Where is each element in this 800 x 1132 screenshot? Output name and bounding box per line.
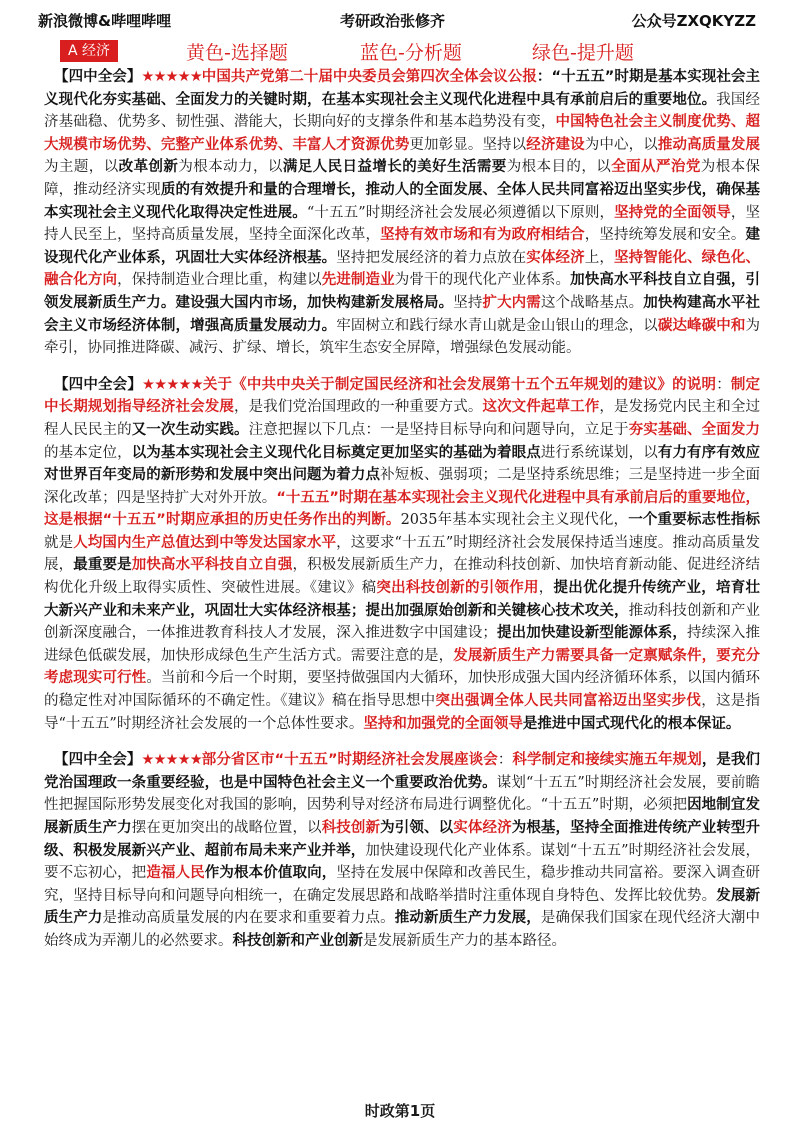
page-footer: 时政第1页 bbox=[364, 1102, 436, 1120]
highlight-text: 造福人民 bbox=[146, 865, 205, 882]
body-text: ， bbox=[538, 580, 554, 597]
bold-text: 满足人民日益增长的美好生活需要 bbox=[282, 159, 507, 176]
body-text: 为骨干的现代化产业体系。 bbox=[394, 272, 571, 289]
body-text: 2035年基本实现社会主义现代化， bbox=[400, 512, 629, 529]
section-tag: 【四中全会】 bbox=[54, 752, 142, 769]
highlight-text: 科技创新 bbox=[321, 820, 381, 836]
bold-text: ，是我们党治国理政一条重要经验，也是中国特色社会主义一个重要政治优势。 bbox=[44, 752, 761, 791]
highlight-text: 碳达峰碳中和 bbox=[657, 317, 746, 334]
bold-text: 提出加快建设新型能源体系， bbox=[496, 625, 688, 642]
body-text: 加快建设现代化产业体系。谋划“十五五”时期经济社会发展，要不忘初心，把 bbox=[44, 842, 761, 882]
highlight-text: 突出科技创新的引领作用 bbox=[376, 580, 539, 597]
body-text: ： bbox=[497, 752, 513, 769]
legend-bar bbox=[0, 38, 800, 66]
highlight-text: 推动高质量发展 bbox=[657, 136, 761, 153]
body-text: 补短板、强弱项；二是坚持系统思维；三是坚持进一步全面深化改革；四是坚持扩大对外开放。 bbox=[44, 467, 761, 506]
body-text: ，是我们党治国理政的一种重要方式。 bbox=[234, 399, 483, 416]
body-text: 我国经济基础稳、优势多、韧性强、潜能大，长期向好的支撑条件和基本趋势没有变， bbox=[44, 91, 761, 131]
legend-yellow: 黄色-选择题 bbox=[186, 42, 288, 64]
body-text: 牢固树立和践行绿水青山就是金山银山的理念，以 bbox=[336, 317, 658, 334]
highlight-text: 发展新质生产力需要具备一定禀赋条件，要充分考虑现实可行性 bbox=[44, 647, 761, 687]
body-text: 坚持 bbox=[453, 294, 483, 311]
section-badge: A 经济 bbox=[60, 40, 118, 62]
section-paragraph bbox=[44, 66, 760, 360]
highlight-text: 突出强调全体人民共同富裕迈出坚实步伐 bbox=[435, 693, 702, 710]
body-text: ，积极发展新质生产力，在推动科技创新、加快培育新动能、促进经济结构优化升级上取得实质性、突破性进展。《建议》稿 bbox=[44, 557, 761, 597]
section-paragraph bbox=[44, 374, 760, 736]
bold-text: 推动新质生产力发展， bbox=[394, 910, 541, 927]
header-account: 公众号ZXQKYZZ bbox=[631, 12, 756, 30]
body-text: 坚持在发展中保障和改善民生，稳步推动共同富裕。要深入调查研究，坚持目标导向和问题导向相统一，在确定发展思路和战略举措时注重体现自身特色、发挥比较优势。 bbox=[44, 865, 761, 904]
bold-text: 加快构建高水平社会主义市场经济体制，增强高质量发展动力。 bbox=[44, 294, 761, 334]
body-text: ，这是指导“十五五”时期经济社会发展的一个总体性要求。 bbox=[44, 693, 760, 732]
highlight-text: 坚持党的全面领导 bbox=[614, 204, 731, 221]
bold-text: 为引领、以 bbox=[380, 820, 454, 836]
highlight-text: 坚持有效市场和有为政府相结合 bbox=[380, 227, 585, 244]
header-author: 考研政治张修齐 bbox=[340, 12, 446, 30]
body-text: ，坚持统筹发展和安全。 bbox=[584, 227, 746, 244]
highlight-text: 中国共产党第二十届中央委员会第四次全体会议公报 bbox=[201, 69, 537, 85]
bold-text: 为根基， bbox=[511, 820, 571, 836]
highlight-text: “十五五”时期在基本实现社会主义现代化进程中具有承前启后的重要地位，这是根据“十五五”时期应承担的历史任务作出的判断。 bbox=[44, 489, 761, 529]
bold-text: 作为根本价值取向， bbox=[204, 865, 337, 882]
bold-text: 质的有效提升和量的合理增长，推动人的全面发展、全体人民共同富裕迈出坚实步伐，确保基本实现社会主义现代化取得决定性进展。 bbox=[44, 181, 761, 221]
bold-text: 有力有序有效应对世界百年变局的新形势和发展中突出问题为着力点 bbox=[44, 444, 761, 484]
section-paragraph bbox=[44, 749, 760, 952]
highlight-text: 中国特色社会主义制度优势、超大规模市场优势、完整产业体系优势、丰富人才资源优势 bbox=[44, 114, 761, 153]
body-text: 是推动高质量发展的内在要求和重要着力点。 bbox=[102, 910, 395, 927]
legend-blue: 蓝色-分析题 bbox=[360, 42, 462, 64]
body-text: 是确保我们国家在现代经济大潮中始终成为弄潮儿的必然要求。 bbox=[44, 910, 761, 949]
page-header bbox=[0, 0, 800, 40]
highlight-text: 经济建设 bbox=[526, 136, 585, 153]
body-text: ，这要求“十五五”时期经济社会发展保持适当速度。推动高质量发展， bbox=[44, 534, 761, 574]
body-text: 更加彰显。坚持以 bbox=[409, 136, 527, 153]
body-text: ，保持制造业合理比重，构建以 bbox=[117, 272, 322, 289]
bold-text: 一个重要标志性指标 bbox=[628, 512, 761, 529]
body-text: 上， bbox=[584, 249, 614, 266]
bold-text: 以为基本实现社会主义现代化目标奠定更加坚实的基础为着眼点 bbox=[131, 444, 541, 461]
body-text: 就是 bbox=[44, 534, 74, 551]
body-text: 为牵引，协同推进降碳、减污、扩绿、增长，筑牢生态安全屏障，增强绿色发展动能。 bbox=[44, 317, 761, 357]
bold-text: 坚持全面推进传统产业转型升级、积极发展新兴产业、超前布局未来产业并举， bbox=[44, 820, 761, 859]
highlight-text: 科学制定和接续实施五年规划 bbox=[512, 752, 702, 769]
body-text: ，坚持人民至上，坚持高质量发展，坚持全面深化改革， bbox=[44, 204, 761, 244]
highlight-text: 坚持和加强党的全面领导 bbox=[363, 715, 523, 732]
body-text: 坚持把发展经济的着力点放在 bbox=[336, 249, 527, 266]
document-body bbox=[44, 66, 760, 967]
highlight-text: 人均国内生产总值达到中等发达国家水平 bbox=[73, 534, 337, 551]
bold-text: 又一次生动实践。 bbox=[131, 421, 249, 438]
highlight-text: 部分省区市“十五五”时期经济社会发展座谈会 bbox=[201, 752, 498, 769]
bold-text: 是推进中国式现代化的根本保证。 bbox=[522, 715, 741, 732]
body-text: 。当前和今后一个时期，要坚持做强国内大循环，加快形成强大国内经济循环体系，以国内循环的稳定性对冲国际循环的不确定性。《建议》稿在指导思想中 bbox=[44, 670, 761, 710]
body-text: 注意把握以下几点：一是坚持目标导向和问题导向，立足于 bbox=[248, 421, 629, 438]
body-text: 为根本动力，以 bbox=[178, 159, 283, 176]
bold-text: 建设现代化产业体系，巩固壮大实体经济根基。 bbox=[44, 227, 761, 266]
bold-text: 最重要是 bbox=[73, 557, 132, 574]
highlight-text: 实体经济 bbox=[526, 249, 585, 266]
highlight-text: 坚持智能化、绿色化、融合化方向 bbox=[44, 249, 761, 289]
body-text: 的基本定位， bbox=[44, 444, 132, 461]
body-text: 这个战略基点。 bbox=[540, 294, 644, 311]
highlight-text: 制定中长期规划指导经济社会发展 bbox=[44, 376, 761, 416]
body-text: “十五五”时期经济社会发展必须遵循以下原则， bbox=[306, 204, 615, 221]
section-tag: 【四中全会】 bbox=[54, 376, 142, 393]
bold-text: 发展新质生产力 bbox=[44, 887, 761, 927]
bold-text: ：“十五五”时期是基本实现社会主义现代化夯实基础、全面发力的关键时期，在基本实现社会主义现代化进程中具有承前启后的重要地位。 bbox=[44, 69, 761, 108]
body-text: ： bbox=[716, 376, 731, 393]
body-text: 为中心，以 bbox=[584, 136, 658, 153]
importance-stars: ★★★★★ bbox=[142, 376, 203, 393]
body-text: 推动科技创新和产业创新深度融合，一体推进教育科技人才发展，深入推进数字中国建设； bbox=[44, 602, 761, 642]
body-text: 谋划“十五五”时期经济社会发展，要前瞻性把握国际形势发展变化对我国的影响，因势利导对经济布局进行调整优化。“十五五”时期，必须把 bbox=[44, 774, 761, 814]
importance-stars: ★★★★★ bbox=[141, 69, 202, 85]
highlight-text: 扩大内需 bbox=[482, 294, 541, 311]
body-text: 为根本保障，推动经济实现 bbox=[44, 159, 761, 198]
body-text: 为主题，以 bbox=[44, 159, 119, 176]
body-text: ，是发扬党内民主和全过程人民民主的 bbox=[44, 399, 761, 438]
highlight-text: 全面从严治党 bbox=[611, 159, 701, 176]
highlight-text: 先进制造业 bbox=[321, 272, 395, 289]
section-tag: 【四中全会】 bbox=[54, 69, 142, 85]
highlight-text: 这次文件起草工作 bbox=[482, 399, 600, 416]
body-text: 为根本目的，以 bbox=[506, 159, 612, 176]
bold-text: 改革创新 bbox=[118, 159, 179, 176]
bold-text: 科技创新和产业创新 bbox=[232, 932, 363, 949]
body-text: 持续深入推进绿色低碳发展，加快形成绿色生产生活方式。需要注意的是， bbox=[44, 625, 761, 664]
bold-text: 因地制宜发展新质生产力 bbox=[44, 797, 761, 836]
legend-green: 绿色-提升题 bbox=[532, 42, 634, 64]
header-social-handle: 新浪微博&哔哩哔哩 bbox=[38, 12, 172, 30]
highlight-text: 关于《中共中央关于制定国民经济和社会发展第十五个五年规划的建议》的说明 bbox=[202, 376, 717, 393]
highlight-text: 夯实基础、全面发力 bbox=[628, 421, 761, 438]
highlight-text: 实体经济 bbox=[453, 820, 512, 836]
body-text: 是发展新质生产力的基本路径。 bbox=[363, 932, 566, 949]
body-text: 进行系统谋划，以 bbox=[540, 444, 658, 461]
body-text: 摆在更加突出的战略位置，以 bbox=[131, 820, 322, 836]
importance-stars: ★★★★★ bbox=[141, 752, 202, 769]
bold-text: 提出优化提升传统产业，培育壮大新兴产业和未来产业，巩固壮大实体经济根基；提出加强原始创新和关键核心技术攻关， bbox=[44, 580, 760, 619]
bold-text: 加快高水平科技自立自强，引领发展新质生产力。建设强大国内市场，加快构建新发展格局。 bbox=[44, 272, 761, 311]
highlight-text: 加快高水平科技自立自强 bbox=[131, 557, 293, 574]
